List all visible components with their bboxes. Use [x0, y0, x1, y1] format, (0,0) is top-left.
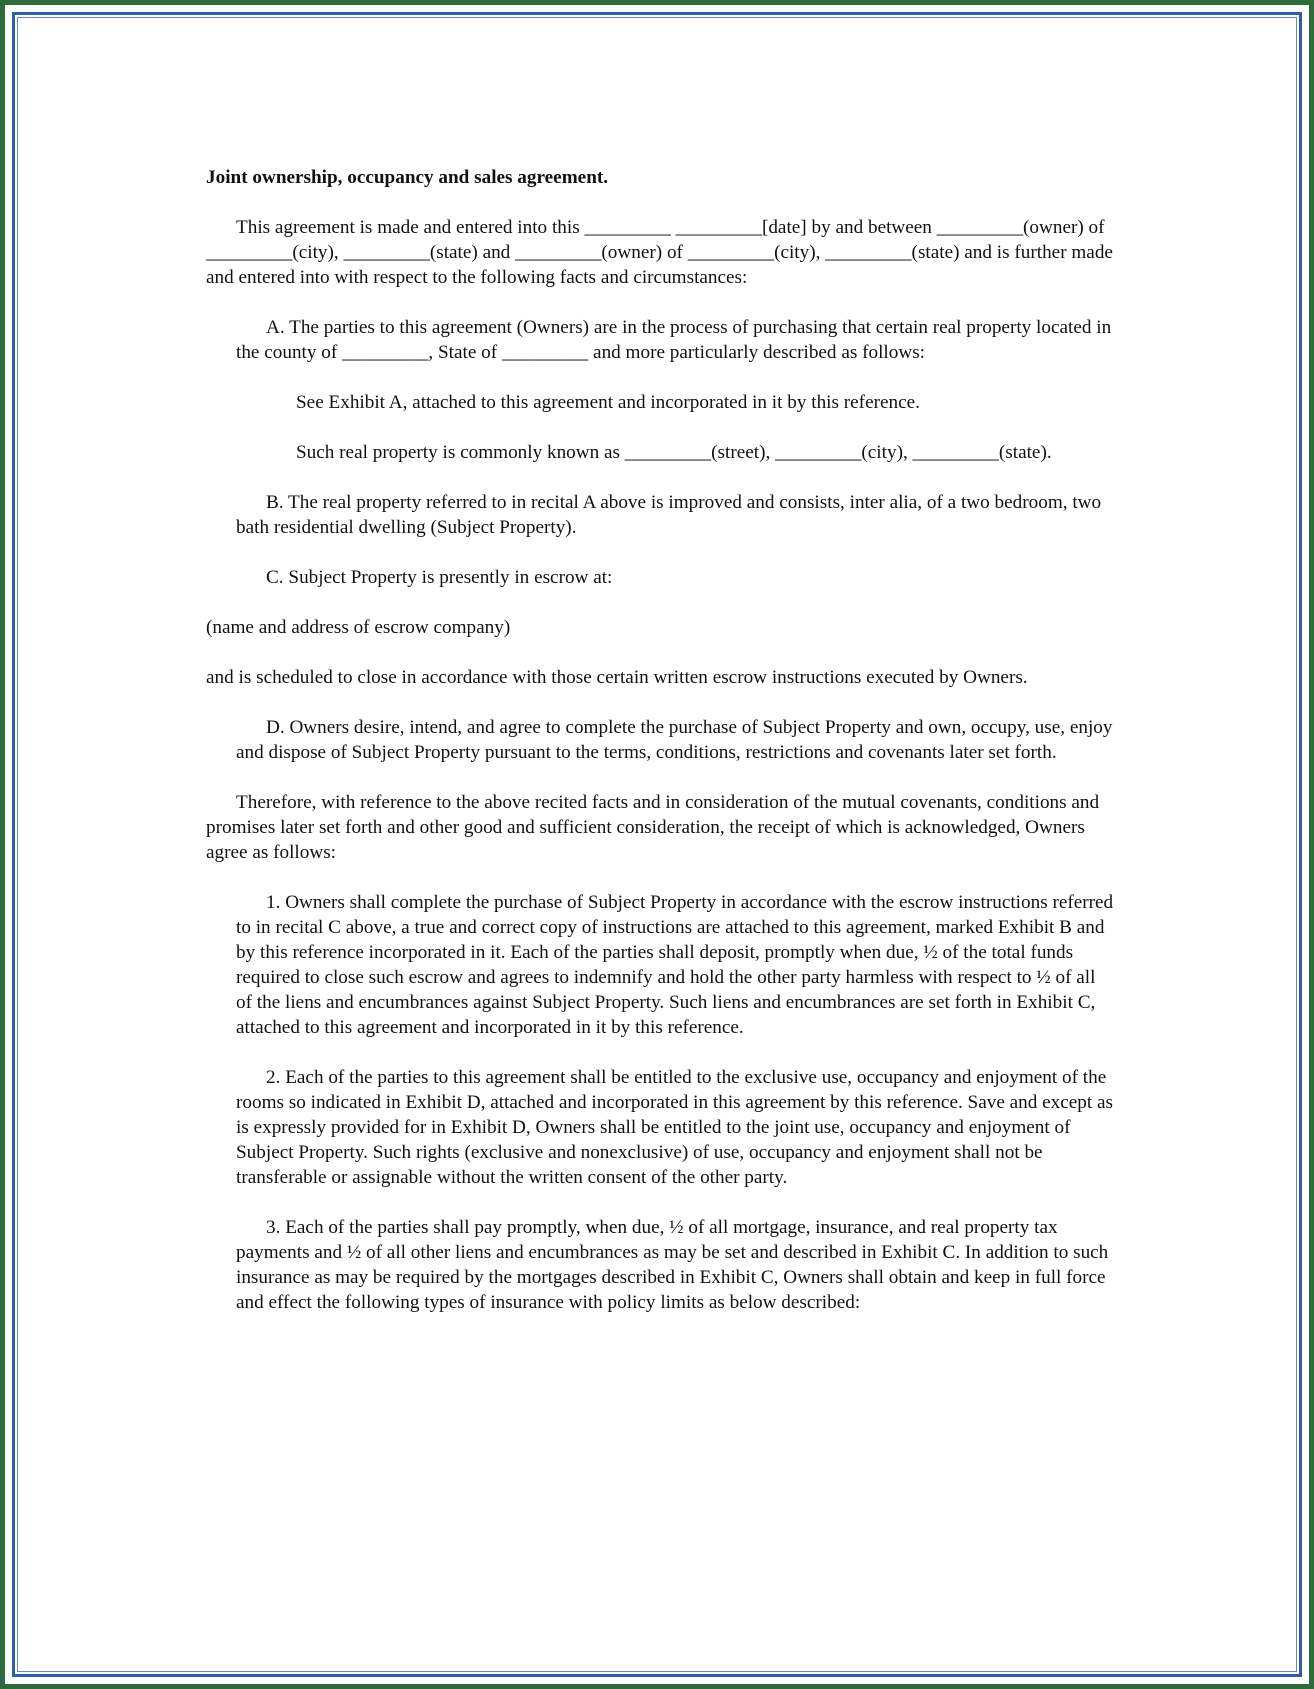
document-page: [206, 165, 1116, 1340]
escrow-close-paragraph: and is scheduled to close in accordance with those certain written escrow instructions executed by Owners.: [206, 667, 1028, 688]
recital-c: C. Subject Property is presently in escrow at:: [266, 567, 613, 588]
escrow-company-placeholder: (name and address of escrow company): [206, 617, 511, 638]
exhibit-a-reference: See Exhibit A, attached to this agreement and incorporated in it by this reference.: [296, 392, 920, 413]
recital-a: A. The parties to this agreement (Owners) are in the process of purchasing that certain real property located in the county of _________, State of _________ and more particularly described as follows:: [236, 317, 1112, 363]
property-known-as: Such real property is commonly known as _________(street), _________(city), _________(state).: [296, 442, 1052, 463]
clause-1: 1. Owners shall complete the purchase of Subject Property in accordance with the escrow instructions referred to in recital C above, a true and correct copy of instructions are attached to this agreement, marked Exhibit B and by this reference incorporated in it. Each of the parties shall deposit, promptly when due, ½ of the total funds required to close such escrow and agrees to indemnify and hold the other party harmless with respect to ½ of all of the liens and encumbrances against Subject Property. Such liens and encumbrances are set forth in Exhibit C, attached to this agreement and incorporated in it by this reference.: [236, 892, 1114, 1038]
recital-b: B. The real property referred to in recital A above is improved and consists, inter alia, of a two bedroom, two bath residential dwelling (Subject Property).: [236, 492, 1102, 538]
clause-3: 3. Each of the parties shall pay promptly, when due, ½ of all mortgage, insurance, and real property tax payments and ½ of all other liens and encumbrances as may be set and described in Exhibit C. In addition to such insurance as may be required by the mortgages described in Exhibit C, Owners shall obtain and keep in full force and effect the following types of insurance with policy limits as below described:: [236, 1217, 1109, 1313]
clause-2: 2. Each of the parties to this agreement shall be entitled to the exclusive use, occupancy and enjoyment of the rooms so indicated in Exhibit D, attached and incorporated in this agreement by this reference. Save and except as is expressly provided for in Exhibit D, Owners shall be entitled to the joint use, occupancy and enjoyment of Subject Property. Such rights (exclusive and nonexclusive) of use, occupancy and enjoyment shall not be transferable or assignable without the written consent of the other party.: [236, 1067, 1113, 1188]
recital-d: D. Owners desire, intend, and agree to complete the purchase of Subject Property and own, occupy, use, enjoy and dispose of Subject Property pursuant to the terms, conditions, restrictions and covenants later set forth.: [236, 717, 1113, 763]
intro-paragraph: This agreement is made and entered into this _________ _________[date] by and between _________(owner) of _________(city), _________(state) and _________(owner) of _________(city), _________(state) and is further made and entered into with respect to the following facts and circumstances:: [206, 217, 1113, 288]
therefore-paragraph: Therefore, with reference to the above recited facts and in consideration of the mutual covenants, conditions and promises later set forth and other good and sufficient consideration, the receipt of which is acknowledged, Owners agree as follows:: [206, 792, 1100, 863]
document-title: Joint ownership, occupancy and sales agreement.: [206, 167, 609, 188]
